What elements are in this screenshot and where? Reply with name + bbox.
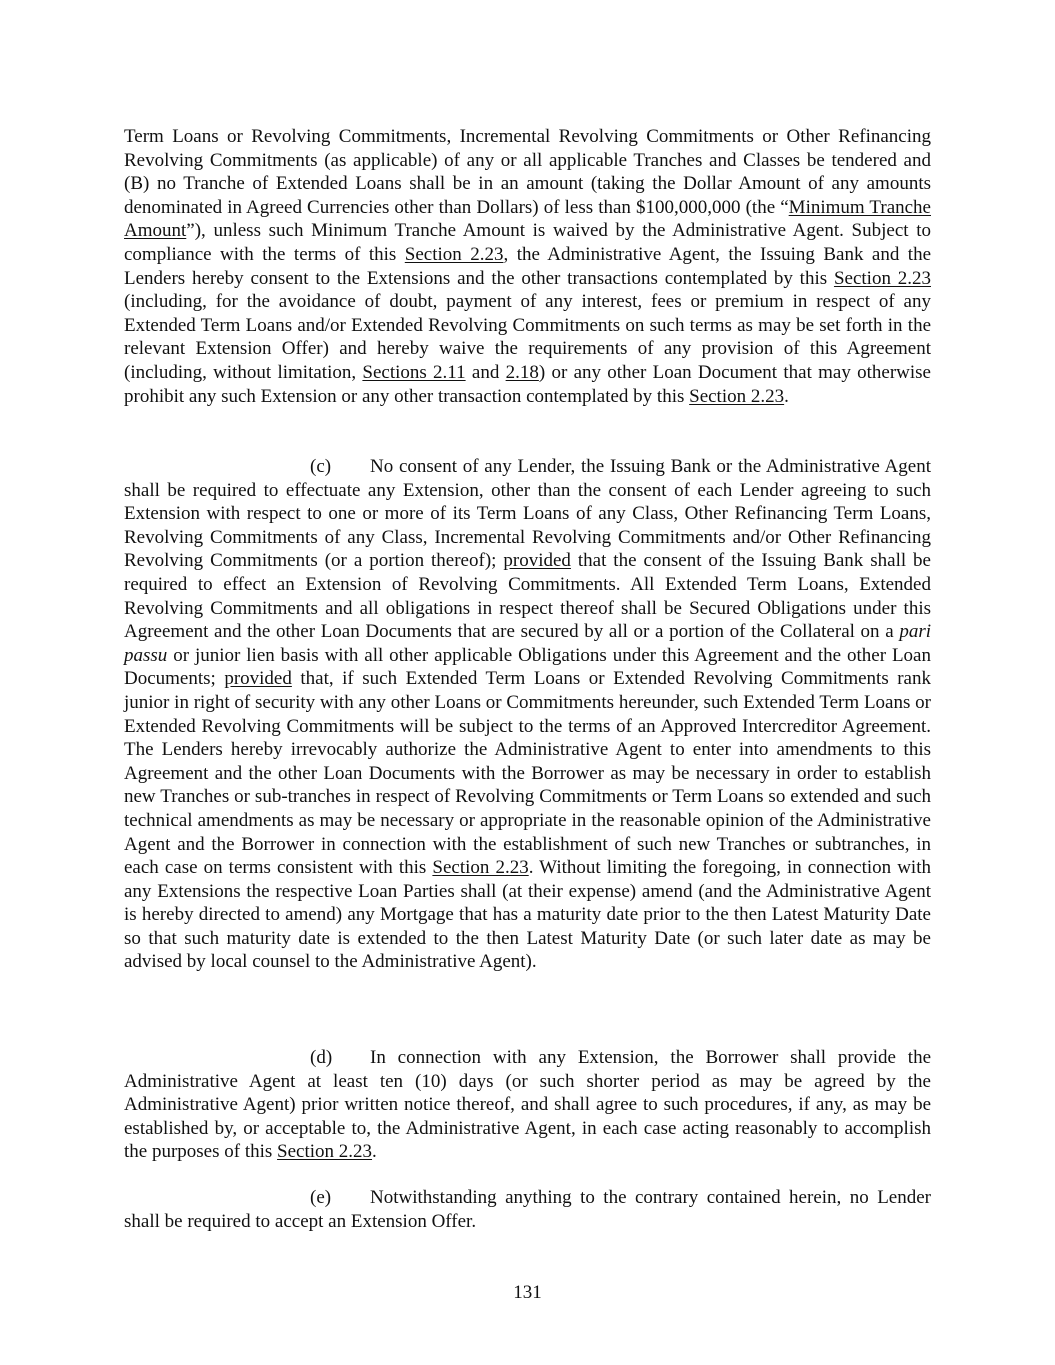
section-reference: Section 2.23 xyxy=(404,243,504,265)
paragraph-e xyxy=(124,1186,931,1233)
text-run: . xyxy=(372,1141,377,1163)
text-run: , the Administrative Agent, the Issuing Bank and the Lenders hereby consent to the Extensions and the other transactions contemplated by this xyxy=(124,243,931,289)
text-run: and xyxy=(465,361,506,383)
page-number: 131 xyxy=(513,1282,542,1303)
section-reference: Section 2.23 xyxy=(432,857,529,879)
text-run: No consent of any Lender, the Issuing Bank or the Administrative Agent shall be required to effectuate any Extension, other than the consent of each Lender agreeing to such Extension with respect to one or more of its Term Loans of any Class, Other Refinancing Term Loans, Revolving Commitments of any Class, Incremental Revolving Commitments and/or Other Refinancing Revolving Commitments (or a portion thereof); xyxy=(124,456,931,572)
section-reference: Section 2.23 xyxy=(689,385,785,407)
text-run: Term Loans or Revolving Commitments, Incremental Revolving Commitments or Other Refinancing Revolving Commitments (as applicable) of any or all applicable Tranches and Classes be tendered and (B) no Tranche of Extended Loans shall be in an amount (taking the Dollar Amount of any amounts denominated in Agreed Currencies other than Dollars) of less than $100,000,000 (the “ xyxy=(124,126,931,218)
section-reference: Section 2.23 xyxy=(833,267,931,289)
text-run: . Without limiting the foregoing, in connection with any Extensions the respective Loan Parties shall (at their expense) amend (and the Administrative Agent is hereby directed to amend) any Mortgage that has a maturity date prior to the then Latest Maturity Date so that such maturity date is extended to the then Latest Maturity Date (or such later date as may be advised by local counsel to the Administrative Agent). xyxy=(124,857,931,973)
text-run: or junior lien basis with all other applicable Obligations under this Agreement and the other Loan Documents; xyxy=(124,644,931,690)
section-reference: 2.18 xyxy=(505,361,539,383)
indent xyxy=(124,1187,310,1208)
paragraph-d xyxy=(124,1046,931,1164)
paragraph-label: (d) xyxy=(310,1047,333,1068)
text-run: that the consent of the Issuing Bank shall be required to effect an Extension of Revolving Commitments. All Extended Term Loans, Extended Revolving Commitments and all obligations in respect thereof shall be Secured Obligations under this Agreement and the other Loan Documents that are secured by all or a portion of the Collateral on a xyxy=(124,550,931,643)
provided-term: provided xyxy=(503,550,571,572)
paragraph-b-continuation xyxy=(124,125,931,408)
paragraph-label: (c) xyxy=(310,456,332,477)
text-run: In connection with any Extension, the Borrower shall provide the Administrative Agent at least ten (10) days (or such shorter period as may be agreed by the Administrative Agent) prior written notice thereof, and shall agree to such procedures, if any, as may be established by, or acceptable to, the Administrative Agent, in each case acting reasonably to accomplish the purposes of this xyxy=(124,1047,931,1163)
text-run: that, if such Extended Term Loans or Extended Revolving Commitments rank junior in right of security with any other Loans or Commitments hereunder, such Extended Term Loans or Extended Revolving Commitments will be subject to the terms of an Approved Intercreditor Agreement. The Lenders hereby irrevocably authorize the Administrative Agent to enter into amendments to this Agreement and the other Loan Documents with the Borrower as may be necessary in order to establish new Tranches or sub-tranches in respect of Revolving Commitments or Term Loans so extended and such technical amendments as may be necessary or appropriate in the reasonable opinion of the Administrative Agent and the Borrower in connection with the establishment of such new Tranches or subtranches, in each case on terms consistent with this xyxy=(124,668,931,879)
paragraph-label: (e) xyxy=(310,1187,332,1208)
pari-passu-italic: pari passu xyxy=(124,621,931,666)
indent xyxy=(124,456,310,477)
text-run: . xyxy=(784,385,789,407)
section-reference: Sections 2.11 xyxy=(362,361,466,383)
indent xyxy=(124,1047,310,1068)
provided-term: provided xyxy=(224,668,292,690)
text-run: (including, for the avoidance of doubt, payment of any interest, fees or premium in respect of any Extended Term Loans and/or Extended Revolving Commitments on such terms as may be set forth in the relevant Extension Offer) and hereby waive the requirements of any provision of this Agreement (including, without limitation, xyxy=(124,291,931,383)
section-reference: Section 2.23 xyxy=(277,1141,373,1163)
text-run: ) or any other Loan Document that may otherwise prohibit any such Extension or any other transaction contemplated by this xyxy=(124,361,931,407)
defined-term-minimum-tranche-amount: Minimum Tranche Amount xyxy=(124,196,931,242)
text-run: Notwithstanding anything to the contrary contained herein, no Lender shall be required to accept an Extension Offer. xyxy=(124,1187,931,1232)
text-run: ”), unless such Minimum Tranche Amount is waived by the Administrative Agent. Subject to compliance with the terms of this xyxy=(124,220,931,265)
paragraph-c xyxy=(124,455,931,974)
